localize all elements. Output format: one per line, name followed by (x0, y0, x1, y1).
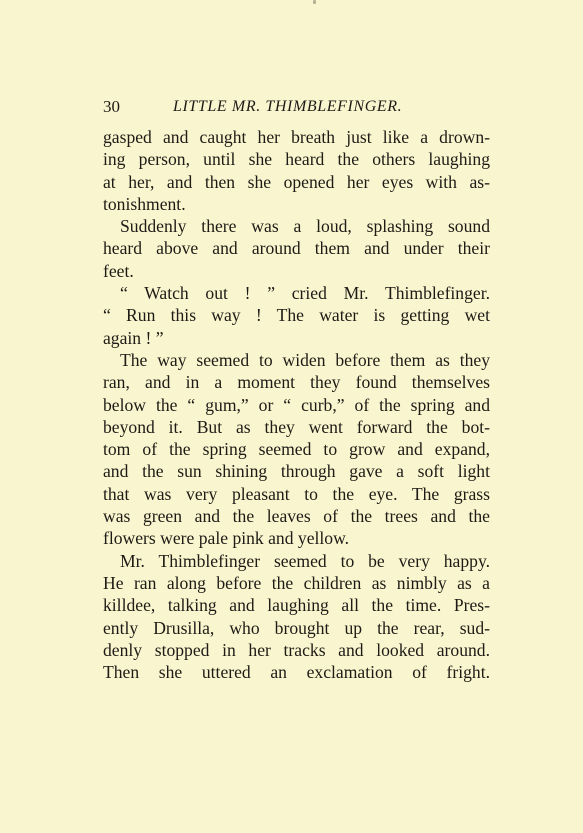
text-line: tom of the spring seemed to grow and expand, (103, 439, 490, 460)
text-line: Then she uttered an exclamation of fright. (103, 662, 490, 683)
body-text (103, 126, 490, 683)
text-line: denly stopped in her tracks and looked around. (103, 639, 490, 660)
text-line: beyond it. But as they went forward the bot- (103, 416, 490, 437)
text-line: “ Watch out ! ” cried Mr. Thimblefinger. (120, 283, 490, 304)
text-line: ing person, until she heard the others laughing (103, 149, 490, 170)
text-line: and the sun shining through gave a soft light (103, 461, 490, 482)
text-line: that was very pleasant to the eye. The grass (103, 483, 490, 504)
text-line: flowers were pale pink and yellow. (103, 528, 350, 549)
page-edge-mark (313, 0, 316, 4)
text-line: “ Run this way ! The water is getting wet (103, 305, 490, 326)
text-line: at her, and then she opened her eyes with as- (103, 171, 490, 192)
text-line: below the “ gum,” or “ curb,” of the spring and (103, 394, 490, 415)
text-line: again ! ” (103, 327, 164, 348)
text-line: heard above and around them and under their (103, 238, 490, 259)
text-line: feet. (103, 260, 134, 281)
text-line: ently Drusilla, who brought up the rear, sud- (103, 617, 490, 638)
text-line: gasped and caught her breath just like a drown- (103, 127, 490, 147)
text-line: killdee, talking and laughing all the time. Pres- (103, 595, 490, 616)
running-head (103, 96, 490, 118)
text-line: tonishment. (103, 193, 186, 214)
running-title: LITTLE MR. THIMBLEFINGER. (173, 98, 403, 115)
text-line: was green and the leaves of the trees and the (103, 506, 490, 527)
page-number: 30 (103, 97, 120, 116)
text-line: He ran along before the children as nimbly as a (103, 572, 490, 593)
text-line: ran, and in a moment they found themselves (103, 372, 490, 393)
text-line: Mr. Thimblefinger seemed to be very happy. (120, 550, 490, 571)
text-line: The way seemed to widen before them as they (120, 349, 490, 370)
text-line: Suddenly there was a loud, splashing sound (120, 216, 490, 237)
